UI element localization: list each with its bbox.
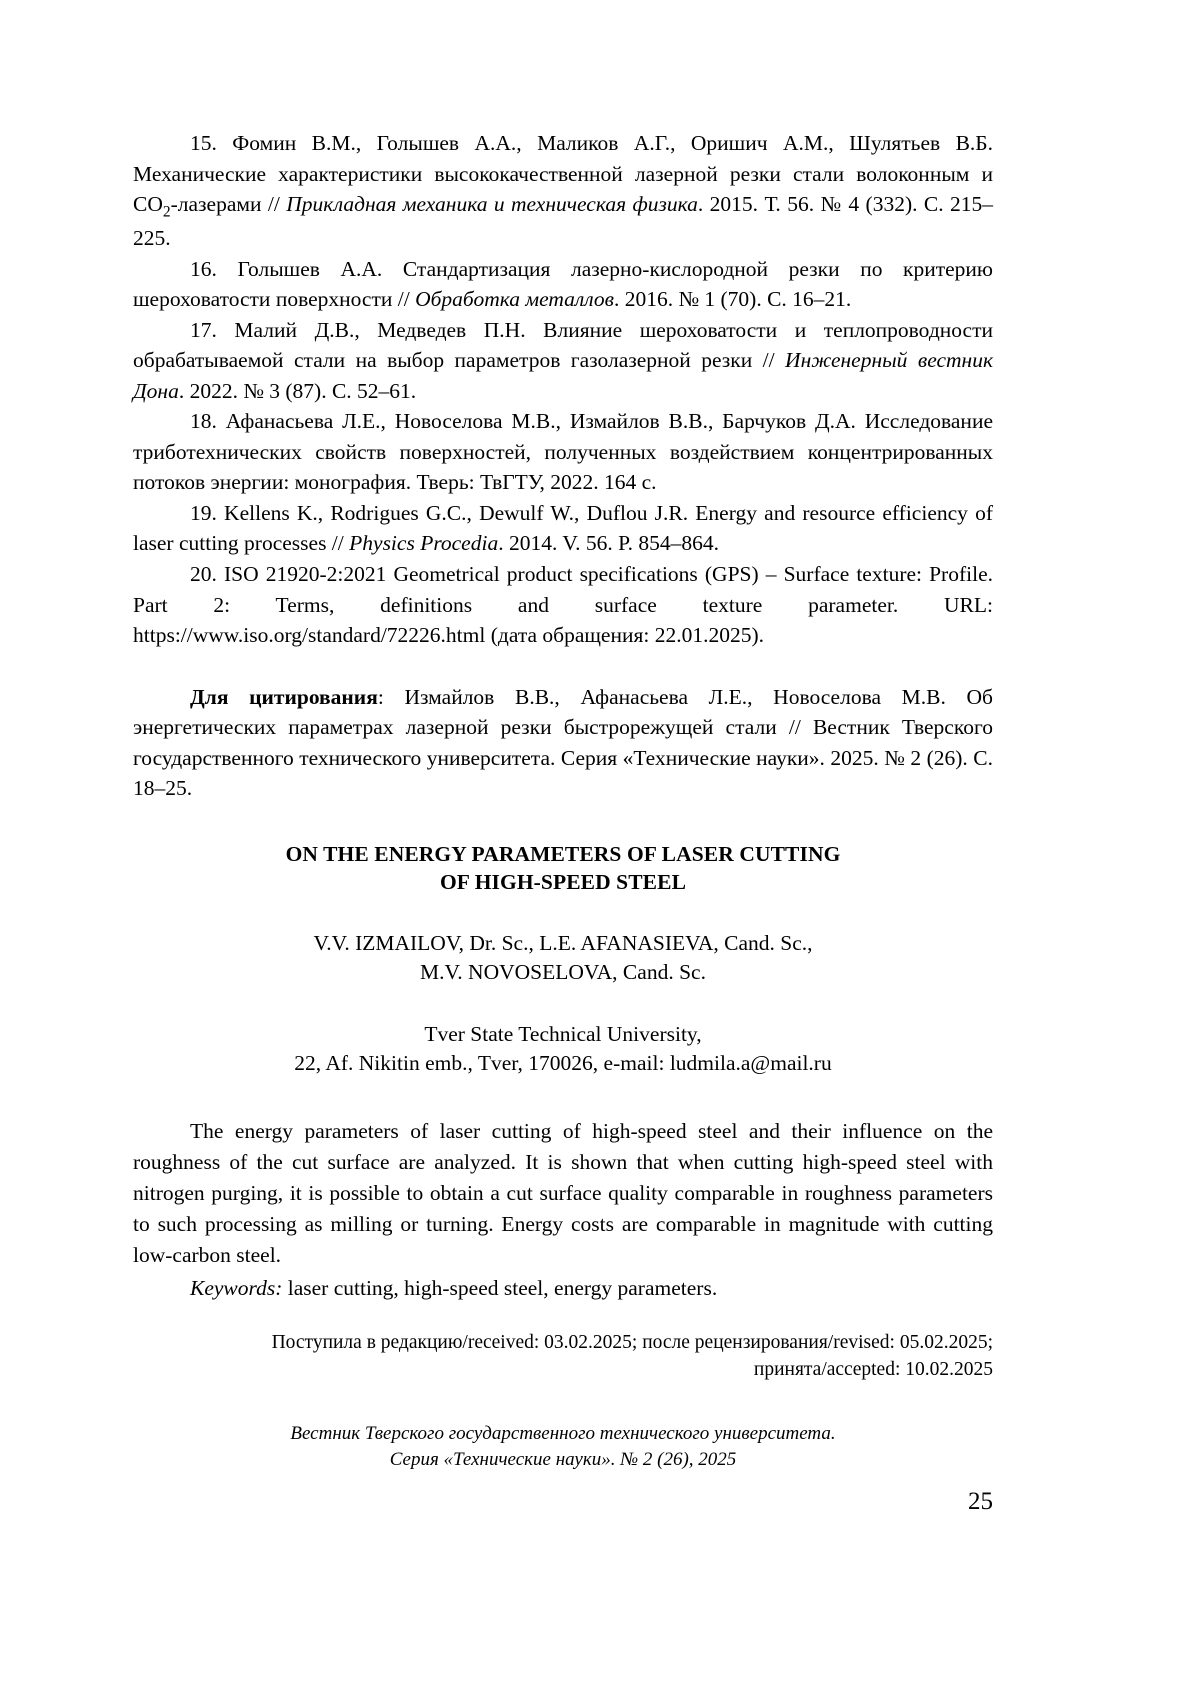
- submission-dates: [133, 1329, 993, 1384]
- authors-line-2: M.V. NOVOSELOVA, Cand. Sc.: [420, 960, 706, 985]
- submission-dates-line-1: Поступила в редакцию/received: 03.02.2025; после рецензирования/revised: 05.02.2025;: [271, 1331, 993, 1353]
- footer-line-1: Вестник Тверского государственного технического университета.: [290, 1423, 836, 1444]
- reference-item: 15. Фомин В.М., Голышев А.А., Маликов А.Г., Оришич А.М., Шулятьев В.Б. Механические характеристики высококачественной лазерной резки стали волоконным и $CO_2$-лазерами // Прикладная механика и техническая физика. 2015. Т. 56. № 4 (332). С. 215–225.: [133, 131, 993, 251]
- reference-item: 19. Kellens K., Rodrigues G.C., Dewulf W., Duflou J.R. Energy and resource efficiency of laser cutting processes // Physics Procedia. 2014. V. 56. P. 854–864.: [133, 500, 993, 556]
- submission-dates-line-2: принята/accepted: 10.02.2025: [753, 1359, 993, 1381]
- affiliation-line-1: Tver State Technical University,: [424, 1021, 702, 1046]
- reference-item: 17. Малий Д.В., Медведев П.Н. Влияние шероховатости и теплопроводности обрабатываемой стали на выбор параметров газолазерной резки // Инженерный вестник Дона. 2022. № 3 (87). С. 52–61.: [133, 317, 993, 403]
- reference-item: 18. Афанасьева Л.Е., Новоселова М.В., Измайлов В.В., Барчуков Д.А. Исследование триботехнических свойств поверхностей, полученных воздействием концентрированных потоков энергии: монография. Тверь: ТвГТУ, 2022. 164 с.: [133, 409, 993, 495]
- citation-block: [133, 682, 993, 804]
- authors-block: [133, 929, 993, 987]
- affiliation-block: [133, 1020, 993, 1078]
- article-title: [133, 840, 993, 897]
- keywords-block: [133, 1273, 993, 1304]
- reference-item: 16. Голышев А.А. Стандартизация лазерно-кислородной резки по критерию шероховатости поверхности // Обработка металлов. 2016. № 1 (70). С. 16–21.: [133, 256, 993, 312]
- citation-label: Для цитирования: [190, 684, 378, 709]
- article-title-line-1: ON THE ENERGY PARAMETERS OF LASER CUTTING: [285, 841, 841, 866]
- article-title-line-2: OF HIGH-SPEED STEEL: [439, 869, 687, 894]
- affiliation-line-2: 22, Af. Nikitin emb., Tver, 170026, e-mail: ludmila.a@mail.ru: [294, 1050, 832, 1075]
- citation-text: : Измайлов В.В., Афанасьева Л.Е., Новоселова М.В. Об энергетических параметрах лазерной резки быстрорежущей стали // Вестник Тверского государственного технического университета. Серия «Технические науки». 2025. № 2 (26). С. 18–25.: [133, 684, 993, 801]
- page-number: 25: [968, 1488, 993, 1515]
- abstract-text: The energy parameters of laser cutting of high-speed steel and their influence on the roughness of the cut surface are analyzed. It is shown that when cutting high-speed steel with nitrogen purging, it is possible to obtain a cut surface quality comparable in roughness parameters to such processing as milling or turning. Energy costs are comparable in magnitude with cutting low-carbon steel.: [133, 1118, 993, 1268]
- references-list: [133, 128, 993, 651]
- reference-item: 20. ISO 21920-2:2021 Geometrical product specifications (GPS) – Surface texture: Profile. Part 2: Terms, definitions and surface texture parameter. URL: https://www.iso.org/standard/72226.html (дата обращения: 22.01.2025).: [133, 561, 993, 648]
- document-page: [133, 0, 993, 1697]
- keywords-text: laser cutting, high-speed steel, energy parameters.: [282, 1276, 718, 1301]
- authors-line-1: V.V. IZMAILOV, Dr. Sc., L.E. AFANASIEVA, Cand. Sc.,: [313, 931, 813, 956]
- keywords-label: Keywords:: [190, 1276, 283, 1301]
- footer-line-2: Серия «Технические науки». № 2 (26), 2025: [389, 1449, 737, 1471]
- page-footer: [133, 1421, 993, 1473]
